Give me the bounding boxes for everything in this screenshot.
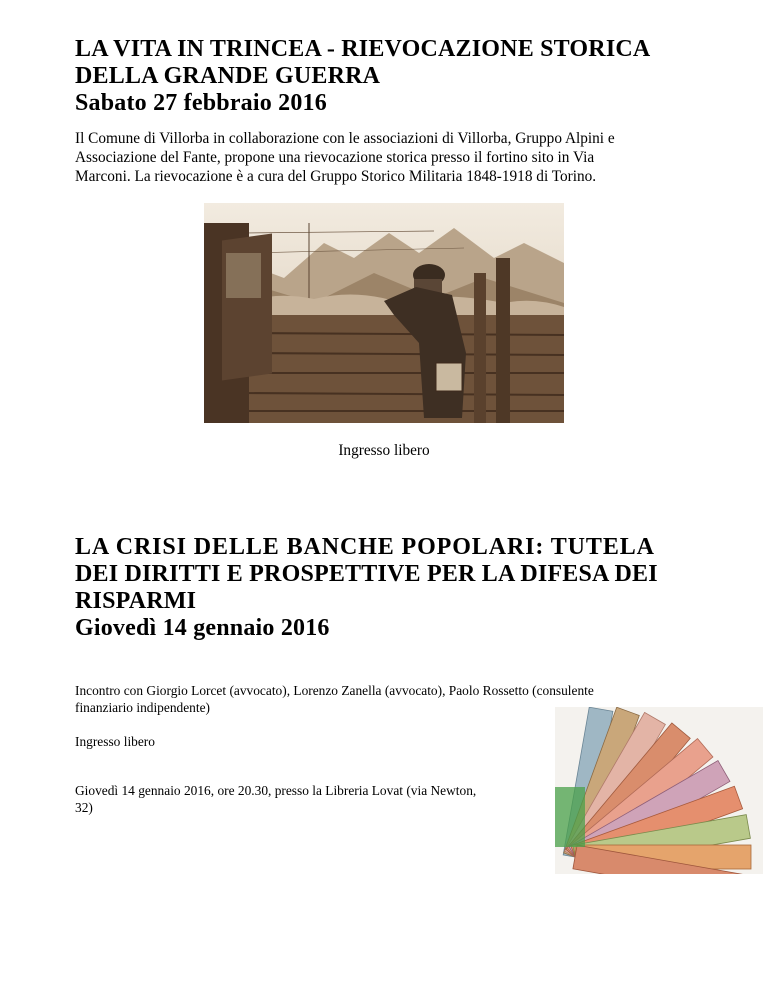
event1-entry: Ingresso libero [338, 442, 430, 459]
trench-photo [204, 203, 564, 423]
event2-title-line1: LA CRISI DELLE BANCHE POPOLARI: TUTELA [75, 534, 655, 560]
event2-venue-line2: 32) [75, 800, 93, 815]
event2-speakers-line1: Incontro con Giorgio Lorcet (avvocato), Lorenzo Zanella (avvocato), Paolo Rossetto (consulente [75, 683, 594, 698]
event1-title-line2: DELLA GRANDE GUERRA [75, 63, 381, 89]
event2-speakers-line2: finanziario indipendente) [75, 700, 210, 715]
event1-date: Sabato 27 febbraio 2016 [75, 90, 327, 116]
event2-title-line2: DEI DIRITTI E PROSPETTIVE PER LA DIFESA DEI [75, 561, 658, 587]
euro-banknotes-photo [555, 707, 763, 874]
event1-title-line1: LA VITA IN TRINCEA - RIEVOCAZIONE STORICA [75, 36, 651, 62]
event1-desc-line1: Il Comune di Villorba in collaborazione con le associazioni di Villorba, Gruppo Alpini e [75, 130, 615, 147]
event1-desc-line2: Associazione del Fante, propone una rievocazione storica presso il fortino sito in Via [75, 149, 595, 166]
event2-date: Giovedì 14 gennaio 2016 [75, 615, 330, 641]
event1-desc-line3: Marconi. La rievocazione è a cura del Gruppo Storico Militaria 1848-1918 di Torino. [75, 168, 597, 185]
event2-title-line3: RISPARMI [75, 588, 197, 614]
event2-entry: Ingresso libero [75, 734, 155, 749]
event2-venue-line1: Giovedì 14 gennaio 2016, ore 20.30, presso la Libreria Lovat (via Newton, [75, 783, 477, 798]
